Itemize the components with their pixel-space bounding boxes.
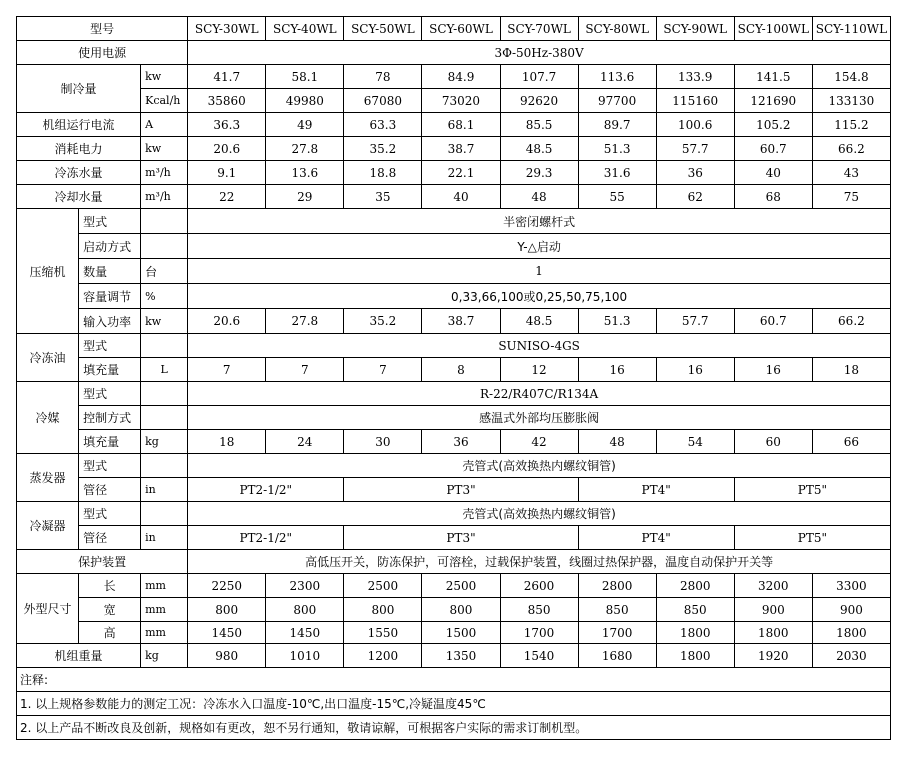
unit <box>141 406 188 430</box>
unit: 台 <box>141 259 188 284</box>
notes-title-row <box>17 668 891 692</box>
compressor-input-power-row <box>17 309 891 334</box>
sub-label: 控制方式 <box>79 406 141 430</box>
unit <box>141 234 188 259</box>
weight-label: 机组重量 <box>17 644 141 668</box>
dimension-length-value: 2500 <box>344 574 422 598</box>
unit <box>141 454 188 478</box>
cooling-capacity-kw-value: 113.6 <box>578 65 656 89</box>
cooling-water-value: 68 <box>734 185 812 209</box>
chilled-water-value: 43 <box>812 161 890 185</box>
cooling-water-value: 48 <box>500 185 578 209</box>
model-label: 型号 <box>17 17 188 41</box>
model-name: SCY-90WL <box>656 17 734 41</box>
sub-label: 输入功率 <box>79 309 141 334</box>
protection-label: 保护装置 <box>17 550 188 574</box>
sub-label: 长 <box>79 574 141 598</box>
refrigerant-charge-value: 30 <box>344 430 422 454</box>
refrigerant-charge-value: 60 <box>734 430 812 454</box>
running-current-value: 85.5 <box>500 113 578 137</box>
cooling-capacity-kcal-value: 35860 <box>188 89 266 113</box>
weight-value: 1920 <box>734 644 812 668</box>
cooling-capacity-kw-value: 141.5 <box>734 65 812 89</box>
dimensions-label: 外型尺寸 <box>17 574 79 644</box>
cooling-water-value: 62 <box>656 185 734 209</box>
dimension-length-value: 2800 <box>656 574 734 598</box>
weight-value: 1540 <box>500 644 578 668</box>
compressor-start-value: Y-△启动 <box>188 234 891 259</box>
sub-label: 宽 <box>79 598 141 622</box>
note-item: 1. 以上规格参数能力的测定工况：冷冻水入口温度-10℃,出口温度-15℃,冷疑温度45℃ <box>17 692 891 716</box>
unit: mm <box>141 622 188 644</box>
dimension-width-value: 800 <box>344 598 422 622</box>
power-consumption-value: 57.7 <box>656 137 734 161</box>
unit: kg <box>141 644 188 668</box>
unit: Kcal/h <box>141 89 188 113</box>
evaporator-type-value: 壳管式(高效换热内螺纹铜管) <box>188 454 891 478</box>
cooling-capacity-kcal-value: 115160 <box>656 89 734 113</box>
header-row <box>17 17 891 41</box>
spec-table <box>16 16 891 740</box>
oil-charge-value: 16 <box>578 358 656 382</box>
condenser-pipe-value: PT2-1/2" <box>188 526 344 550</box>
dimension-width-value: 800 <box>188 598 266 622</box>
cooling-capacity-kcal-value: 133130 <box>812 89 890 113</box>
evaporator-label: 蒸发器 <box>17 454 79 502</box>
note-row <box>17 692 891 716</box>
protection-row <box>17 550 891 574</box>
oil-charge-row <box>17 358 891 382</box>
cooling-capacity-kw-value: 41.7 <box>188 65 266 89</box>
cooling-water-value: 40 <box>422 185 500 209</box>
power-consumption-value: 48.5 <box>500 137 578 161</box>
sub-label: 启动方式 <box>79 234 141 259</box>
dimension-width-row <box>17 598 891 622</box>
protection-value: 高低压开关，防冻保护，可溶栓，过载保护装置，线圈过热保护器，温度自动保护开关等 <box>188 550 891 574</box>
refrigerant-control-value: 感温式外部均压膨胀阀 <box>188 406 891 430</box>
refrigerant-charge-value: 66 <box>812 430 890 454</box>
running-current-value: 49 <box>266 113 344 137</box>
weight-value: 1350 <box>422 644 500 668</box>
weight-value: 1200 <box>344 644 422 668</box>
dimension-height-value: 1450 <box>188 622 266 644</box>
model-name: SCY-80WL <box>578 17 656 41</box>
compressor-qty-row <box>17 259 891 284</box>
model-name: SCY-30WL <box>188 17 266 41</box>
refrigerant-charge-value: 48 <box>578 430 656 454</box>
model-name: SCY-40WL <box>266 17 344 41</box>
dimension-length-row <box>17 574 891 598</box>
refrigerant-charge-value: 18 <box>188 430 266 454</box>
notes-title: 注释: <box>17 668 891 692</box>
dimension-height-value: 1500 <box>422 622 500 644</box>
oil-type-value: SUNISO-4GS <box>188 334 891 358</box>
dimension-length-value: 2250 <box>188 574 266 598</box>
unit: m³/h <box>141 185 188 209</box>
condenser-label: 冷凝器 <box>17 502 79 550</box>
unit: kg <box>141 430 188 454</box>
chilled-water-value: 40 <box>734 161 812 185</box>
power-consumption-value: 38.7 <box>422 137 500 161</box>
sub-label: 数量 <box>79 259 141 284</box>
compressor-input-power-value: 57.7 <box>656 309 734 334</box>
refrigerant-type-value: R-22/R407C/R134A <box>188 382 891 406</box>
evaporator-pipe-value: PT2-1/2" <box>188 478 344 502</box>
unit: kw <box>141 65 188 89</box>
power-consumption-row <box>17 137 891 161</box>
cooling-capacity-kw-value: 133.9 <box>656 65 734 89</box>
dimension-length-value: 3300 <box>812 574 890 598</box>
power-consumption-value: 51.3 <box>578 137 656 161</box>
oil-charge-value: 16 <box>656 358 734 382</box>
chilled-water-value: 13.6 <box>266 161 344 185</box>
refrigerant-label: 冷媒 <box>17 382 79 454</box>
oil-charge-value: 16 <box>734 358 812 382</box>
cooling-capacity-kcal-value: 49980 <box>266 89 344 113</box>
compressor-input-power-value: 27.8 <box>266 309 344 334</box>
unit: mm <box>141 574 188 598</box>
evaporator-pipe-row <box>17 478 891 502</box>
unit: in <box>141 478 188 502</box>
cooling-capacity-kw-value: 58.1 <box>266 65 344 89</box>
cooling-water-row <box>17 185 891 209</box>
compressor-start-row <box>17 234 891 259</box>
compressor-input-power-value: 20.6 <box>188 309 266 334</box>
evaporator-pipe-value: PT5" <box>734 478 890 502</box>
cooling-capacity-kcal-value: 73020 <box>422 89 500 113</box>
model-name: SCY-50WL <box>344 17 422 41</box>
oil-type-row <box>17 334 891 358</box>
dimension-height-value: 1450 <box>266 622 344 644</box>
refrigerant-charge-value: 54 <box>656 430 734 454</box>
running-current-value: 89.7 <box>578 113 656 137</box>
power-consumption-value: 27.8 <box>266 137 344 161</box>
dimension-width-value: 850 <box>656 598 734 622</box>
chilled-water-value: 9.1 <box>188 161 266 185</box>
sub-label: 管径 <box>79 526 141 550</box>
chilled-water-value: 22.1 <box>422 161 500 185</box>
dimension-length-value: 2800 <box>578 574 656 598</box>
dimension-length-value: 2600 <box>500 574 578 598</box>
chilled-water-label: 冷冻水量 <box>17 161 141 185</box>
cooling-water-label: 冷却水量 <box>17 185 141 209</box>
power-supply-row <box>17 41 891 65</box>
condenser-pipe-row <box>17 526 891 550</box>
unit <box>141 382 188 406</box>
refrigerant-charge-row <box>17 430 891 454</box>
compressor-input-power-value: 60.7 <box>734 309 812 334</box>
unit: % <box>141 284 188 309</box>
oil-label: 冷冻油 <box>17 334 79 382</box>
unit: A <box>141 113 188 137</box>
dimension-length-value: 2300 <box>266 574 344 598</box>
weight-value: 2030 <box>812 644 890 668</box>
cooling-capacity-kw-value: 154.8 <box>812 65 890 89</box>
refrigerant-control-row <box>17 406 891 430</box>
cooling-water-value: 55 <box>578 185 656 209</box>
cooling-capacity-kcal-value: 92620 <box>500 89 578 113</box>
power-consumption-value: 60.7 <box>734 137 812 161</box>
power-consumption-value: 20.6 <box>188 137 266 161</box>
dimension-height-row <box>17 622 891 644</box>
compressor-input-power-value: 35.2 <box>344 309 422 334</box>
compressor-input-power-value: 38.7 <box>422 309 500 334</box>
unit: in <box>141 526 188 550</box>
cooling-water-value: 75 <box>812 185 890 209</box>
note-item: 2. 以上产品不断改良及创新，规格如有更改，恕不另行通知，敬请谅解，可根据客户实际的需求订制机型。 <box>17 716 891 740</box>
compressor-type-value: 半密闭螺杆式 <box>188 209 891 234</box>
cooling-capacity-kw-value: 107.7 <box>500 65 578 89</box>
compressor-input-power-value: 48.5 <box>500 309 578 334</box>
chilled-water-value: 31.6 <box>578 161 656 185</box>
dimension-height-value: 1700 <box>500 622 578 644</box>
cooling-water-value: 22 <box>188 185 266 209</box>
oil-charge-value: 7 <box>344 358 422 382</box>
unit: kw <box>141 309 188 334</box>
dimension-width-value: 800 <box>422 598 500 622</box>
weight-value: 1010 <box>266 644 344 668</box>
power-consumption-value: 66.2 <box>812 137 890 161</box>
sub-label: 高 <box>79 622 141 644</box>
compressor-qty-value: 1 <box>188 259 891 284</box>
dimension-height-value: 1700 <box>578 622 656 644</box>
dimension-height-value: 1800 <box>734 622 812 644</box>
dimension-height-value: 1800 <box>656 622 734 644</box>
sub-label: 填充量 <box>79 358 141 382</box>
oil-charge-value: 12 <box>500 358 578 382</box>
cooling-capacity-kcal-row <box>17 89 891 113</box>
refrigerant-charge-value: 36 <box>422 430 500 454</box>
evaporator-pipe-value: PT3" <box>344 478 578 502</box>
dimension-height-value: 1550 <box>344 622 422 644</box>
compressor-label: 压缩机 <box>17 209 79 334</box>
dimension-length-value: 3200 <box>734 574 812 598</box>
cooling-capacity-kw-value: 78 <box>344 65 422 89</box>
running-current-value: 100.6 <box>656 113 734 137</box>
cooling-capacity-label: 制冷量 <box>17 65 141 113</box>
running-current-value: 36.3 <box>188 113 266 137</box>
chilled-water-row <box>17 161 891 185</box>
condenser-pipe-value: PT3" <box>344 526 578 550</box>
note-row <box>17 716 891 740</box>
dimension-height-value: 1800 <box>812 622 890 644</box>
condenser-type-value: 壳管式(高效换热内螺纹铜管) <box>188 502 891 526</box>
unit: L <box>141 358 188 382</box>
running-current-value: 63.3 <box>344 113 422 137</box>
weight-value: 1680 <box>578 644 656 668</box>
sub-label: 型式 <box>79 334 141 358</box>
compressor-input-power-value: 66.2 <box>812 309 890 334</box>
oil-charge-value: 8 <box>422 358 500 382</box>
compressor-input-power-value: 51.3 <box>578 309 656 334</box>
dimension-width-value: 850 <box>578 598 656 622</box>
running-current-value: 115.2 <box>812 113 890 137</box>
refrigerant-charge-value: 42 <box>500 430 578 454</box>
unit: mm <box>141 598 188 622</box>
running-current-value: 68.1 <box>422 113 500 137</box>
dimension-width-value: 900 <box>812 598 890 622</box>
dimension-length-value: 2500 <box>422 574 500 598</box>
chilled-water-value: 36 <box>656 161 734 185</box>
cooling-capacity-kcal-value: 97700 <box>578 89 656 113</box>
weight-value: 980 <box>188 644 266 668</box>
running-current-value: 105.2 <box>734 113 812 137</box>
model-name: SCY-110WL <box>812 17 890 41</box>
cooling-capacity-kcal-value: 67080 <box>344 89 422 113</box>
unit <box>141 209 188 234</box>
refrigerant-type-row <box>17 382 891 406</box>
power-supply-value: 3Φ-50Hz-380V <box>188 41 891 65</box>
dimension-width-value: 900 <box>734 598 812 622</box>
oil-charge-value: 7 <box>188 358 266 382</box>
sub-label: 容量调节 <box>79 284 141 309</box>
condenser-pipe-value: PT5" <box>734 526 890 550</box>
dimension-width-value: 800 <box>266 598 344 622</box>
power-consumption-value: 35.2 <box>344 137 422 161</box>
unit: kw <box>141 137 188 161</box>
evaporator-pipe-value: PT4" <box>578 478 734 502</box>
compressor-type-row <box>17 209 891 234</box>
dimension-width-value: 850 <box>500 598 578 622</box>
cooling-capacity-kcal-value: 121690 <box>734 89 812 113</box>
model-name: SCY-60WL <box>422 17 500 41</box>
power-consumption-label: 消耗电力 <box>17 137 141 161</box>
unit <box>141 502 188 526</box>
unit: m³/h <box>141 161 188 185</box>
sub-label: 管径 <box>79 478 141 502</box>
chilled-water-value: 29.3 <box>500 161 578 185</box>
sub-label: 型式 <box>79 382 141 406</box>
running-current-label: 机组运行电流 <box>17 113 141 137</box>
model-name: SCY-70WL <box>500 17 578 41</box>
cooling-water-value: 29 <box>266 185 344 209</box>
sub-label: 填充量 <box>79 430 141 454</box>
compressor-capacity-row <box>17 284 891 309</box>
compressor-capacity-value: 0,33,66,100或0,25,50,75,100 <box>188 284 891 309</box>
sub-label: 型式 <box>79 502 141 526</box>
sub-label: 型式 <box>79 454 141 478</box>
cooling-capacity-kw-row <box>17 65 891 89</box>
running-current-row <box>17 113 891 137</box>
condenser-type-row <box>17 502 891 526</box>
chilled-water-value: 18.8 <box>344 161 422 185</box>
evaporator-type-row <box>17 454 891 478</box>
oil-charge-value: 18 <box>812 358 890 382</box>
refrigerant-charge-value: 24 <box>266 430 344 454</box>
power-supply-label: 使用电源 <box>17 41 188 65</box>
cooling-capacity-kw-value: 84.9 <box>422 65 500 89</box>
model-name: SCY-100WL <box>734 17 812 41</box>
cooling-water-value: 35 <box>344 185 422 209</box>
oil-charge-value: 7 <box>266 358 344 382</box>
weight-value: 1800 <box>656 644 734 668</box>
unit <box>141 334 188 358</box>
sub-label: 型式 <box>79 209 141 234</box>
condenser-pipe-value: PT4" <box>578 526 734 550</box>
weight-row <box>17 644 891 668</box>
